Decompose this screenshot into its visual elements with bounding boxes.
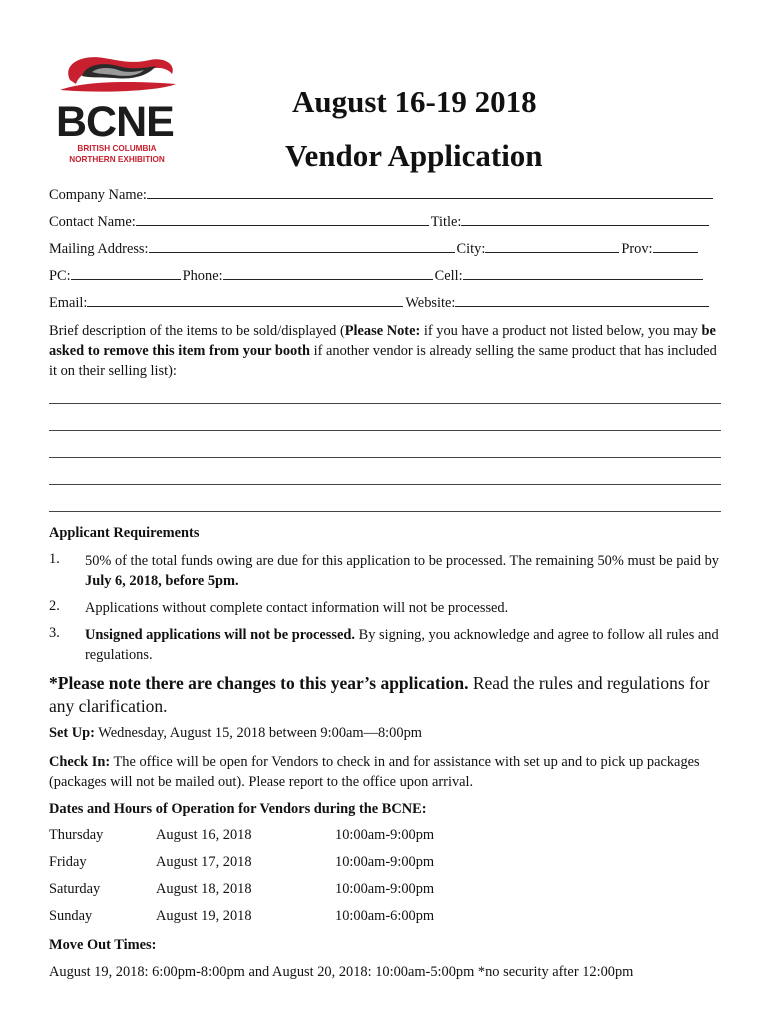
logo-wordmark: BCNE [56,98,174,146]
page-title: Vendor Application [285,138,543,173]
requirements-heading [49,523,721,543]
hours-heading-text: Dates and Hours of Operation for Vendors during the BCNE: [49,801,427,817]
moveout-heading [49,935,721,955]
page-title-date: August 16-19 2018 [292,84,537,119]
req-2-text-main: Applications without complete contact information will not be processed. [85,600,509,616]
checkin-text: The office will be open for Vendors to check in and for assistance with set up and to pick up packages (packages will not be mailed out). Please report to the office upon arrival. [49,754,700,790]
description-part1: Brief description of the items to be sold/displayed ( [49,323,345,339]
website-label: Website: [405,295,456,311]
logo-subtitle-line2: NORTHERN EXHIBITION [69,155,165,164]
phone-row [49,266,705,285]
hours-date-1: August 16, 2018 [156,827,252,843]
requirements-heading-text: Applicant Requirements [49,525,200,541]
contact-field[interactable] [136,212,429,226]
phone-label: Phone: [182,268,223,284]
description-line-2[interactable] [49,430,721,431]
title-label: Title: [430,214,462,230]
hours-date-2: August 17, 2018 [156,854,252,870]
req-1-text [85,551,725,591]
req-3-text-main: By signing, you acknowledge and agree to follow all rules and regulations. [85,627,719,663]
req-2-number: 2. [49,598,60,614]
changes-notice [49,672,721,718]
hours-time-2: 10:00am-9:00pm [335,854,435,870]
hours-day-1: Thursday [49,827,104,843]
cell-label: Cell: [434,268,463,284]
req-2-text [85,598,725,618]
contact-row [49,212,711,231]
description-line-5[interactable] [49,511,721,512]
setup-label: Set Up: [49,725,95,741]
hours-date-4: August 19, 2018 [156,908,252,924]
description-note-label: Please Note: [344,323,421,339]
hours-time-4: 10:00am-6:00pm [335,908,435,924]
logo-subtitle-line1: BRITISH COLUMBIA [77,144,157,153]
hours-day-3: Saturday [49,881,101,897]
req-3-bold: Unsigned applications will not be processed. [85,627,355,643]
setup-text: Wednesday, August 15, 2018 between 9:00am—8:00pm [94,725,422,741]
city-label: City: [456,241,486,257]
address-row [49,239,700,258]
checkin-label: Check In: [49,754,111,770]
prov-field[interactable] [653,239,698,253]
website-field[interactable] [455,293,709,307]
email-field[interactable] [87,293,403,307]
hours-heading [49,799,721,819]
checkin-info [49,752,721,792]
description-line-4[interactable] [49,484,721,485]
description-line-1[interactable] [49,403,721,404]
pc-label: PC: [49,268,71,284]
company-field[interactable] [147,185,713,199]
setup-info [49,723,721,743]
description-line-3[interactable] [49,457,721,458]
title-field[interactable] [461,212,709,226]
email-row [49,293,711,312]
pc-field[interactable] [71,266,181,280]
req-1-text-main: 50% of the total funds owing are due for this application to be processed. The remaining 50% must be paid by [85,553,719,569]
description-part3: if another vendor is already selling the same product that has included it on their selling list): [49,343,717,379]
mailing-field[interactable] [149,239,455,253]
hours-day-4: Sunday [49,908,93,924]
email-label: Email: [49,295,88,311]
mailing-label: Mailing Address: [49,241,149,257]
company-label: Company Name: [49,187,147,203]
req-1-deadline: July 6, 2018, before 5pm. [85,573,239,589]
hours-date-3: August 18, 2018 [156,881,252,897]
req-3-number: 3. [49,625,60,641]
contact-label: Contact Name: [49,214,136,230]
hours-time-1: 10:00am-9:00pm [335,827,435,843]
phone-field[interactable] [223,266,433,280]
changes-notice-bold: *Please note there are changes to this year’s application. [49,673,469,693]
req-1-number: 1. [49,551,60,567]
cell-field[interactable] [463,266,703,280]
description-part2: if you have a product not listed below, you may [420,323,702,339]
description-warning: be asked to remove this item from your booth [49,323,716,359]
req-3-text [85,625,725,665]
changes-notice-rest: Read the rules and regulations for any clarification. [49,673,710,716]
description-text [49,321,721,381]
moveout-heading-text: Move Out Times: [49,937,157,953]
moveout-text: August 19, 2018: 6:00pm-8:00pm and August 20, 2018: 10:00am-5:00pm *no security after 12:00pm [49,964,634,980]
hours-day-2: Friday [49,854,87,870]
hours-time-3: 10:00am-9:00pm [335,881,435,897]
prov-label: Prov: [621,241,653,257]
city-field[interactable] [485,239,619,253]
company-row [49,185,715,204]
